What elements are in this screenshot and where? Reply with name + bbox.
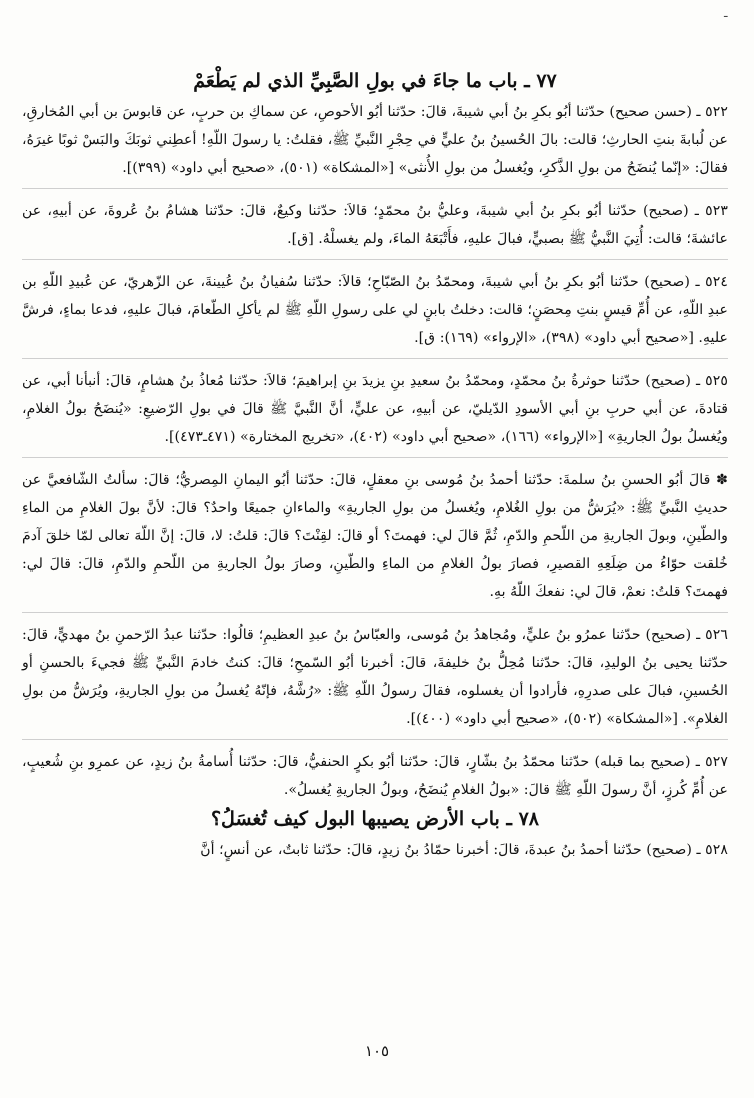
hadith-528: ٥٢٨ ـ (صحيح) حدّثنا أحمدُ بنُ عبدةَ، قالَ: أخبرنا حمّادُ بنُ زيدٍ، قالَ: حدّثنا ثابتٌ، عن أنسٍ؛ أنَّ xyxy=(200,842,728,858)
narration-abul-hasan: ✽ قالَ أبُو الحسنِ بنُ سلمةَ: حدّثنا أحمدُ بنُ مُوسى بنِ معقلٍ، قالَ: حدّثنا أبُو اليمانِ المِصريُّ؛ قالَ: سألتُ الشّافعيَّ عن حديثِ النَّبيِّ ﷺ: «يُرَشُّ من بولِ الغُلامِ، ويُغسلُ من بولِ الجاريةِ» والماءانِ جميعًا واحدٌ؟ قالَ: لأنَّ بولَ الغلامِ من الماءِ والطّينِ، وبولَ الجاريةِ من اللّحمِ والدّمِ، ثُمَّ قالَ لي: فهمتَ؟ أو قالَ: لقِنْتَ؟ قالَ: قلتُ: لا، قالَ: إنَّ اللّهَ تعالى لمّا خلقَ آدمَ خُلقت حوّاءُ من ضِلَعِهِ القصيرِ، فصارَ بولُ الغلامِ من الماءِ والطّينِ، وصارَ بولُ الجاريةِ من اللّحمِ والدّمِ، قالَ: قالَ لي: فهمتَ؟ قلتُ: نعمْ، قالَ لي: نفعكَ اللّهُ بهِ. xyxy=(22,472,728,600)
divider xyxy=(22,358,728,359)
hadith-522: ٥٢٢ ـ (حسن صحيح) حدّثنا أبُو بكرِ بنُ أبي شيبةَ، قالَ: حدّثنا أبُو الأحوصِ، عن سماكِ بن حربٍ، عن قابوسَ بن أبي المُخارقِ، عن لُبابةَ بنتِ الحارثِ؛ قالت: بالَ الحُسينُ بنُ عليٍّ في حِجْرِ النَّبيِّ ﷺ، فقلتُ: يا رسولَ اللّهِ! أعطِني ثوبَكَ والبَسْ ثوبًا غيرَهُ، فقالَ: «إنّما يُنضَحُ من بولِ الذَّكرِ، ويُغسلُ من بولِ الأُنثى» [«المشكاة» (٥٠١)، «صحيح أبي داود» (٣٩٩)]. xyxy=(22,104,728,176)
hadith-523: ٥٢٣ ـ (صحيح) حدّثنا أبُو بكرِ بنُ أبي شيبةَ، وعليُّ بنُ محمّدٍ؛ قالاَ: حدّثنا وكيعٌ، قالَ: حدّثنا هشامُ بنُ عُروةَ، عن أبيهِ، عن عائشةَ؛ قالت: أُتِيَ النَّبيُّ ﷺ بصبيٍّ، فبالَ عليهِ، فأَتْبَعَهُ الماءَ، ولم يغسلْهُ. [ق]. xyxy=(22,203,728,247)
divider xyxy=(22,457,728,458)
hadith-524: ٥٢٤ ـ (صحيح) حدّثنا أبُو بكرِ بنُ أبي شيبةَ، ومحمّدُ بنُ الصّبّاحِ؛ قالاَ: حدّثنا سُفيانُ بنُ عُيينةَ، عن الزّهريّ، عن عُبيدِ اللّهِ بن عبدِ اللّهِ، عن أُمِّ قيسٍ بنتِ مِحصَنٍ؛ قالت: دخلتُ بابنٍ لي على رسولِ اللّهِ ﷺ لم يأكلِ الطّعامَ، فبالَ عليهِ، فدعا بماءٍ، فرشَّ عليهِ. [«صحيح أبي داود» (٣٩٨)، «الإرواء» (١٦٩): ق]. xyxy=(22,274,728,346)
divider xyxy=(22,612,728,613)
book-page xyxy=(22,66,728,1076)
divider xyxy=(22,739,728,740)
chapter-heading-77: ٧٧ ـ باب ما جاءَ في بولِ الصَّبِيِّ الذي لم يَطْعَمْ xyxy=(193,70,557,92)
hadith-526: ٥٢٦ ـ (صحيح) حدّثنا عمرُو بنُ عليٍّ، ومُجاهدُ بنُ مُوسى، والعبّاسُ بنُ عبدِ العظيمِ؛ قالُوا: حدّثنا عبدُ الرّحمنِ بنُ مهديٍّ، قالَ: حدّثنا يحيى بنُ الوليدِ، قالَ: حدّثنا مُحِلُّ بنُ خليفةَ، قالَ: أخبرنا أبُو السّمحِ؛ قالَ: كنتُ خادمَ النَّبيِّ ﷺ فجيءَ بالحسنِ أو الحُسينِ، فبالَ على صدرِهِ، فأرادوا أن يغسلوه، فقالَ رسولُ اللّهِ ﷺ: «رُشَّهُ، فإنّهُ يُغسلُ من بولِ الجاريةِ، ويُرَشُّ من بولِ الغلامِ». [«المشكاة» (٥٠٢)، «صحيح أبي داود» (٤٠٠)]. xyxy=(22,627,728,727)
hadith-525: ٥٢٥ ـ (صحيح) حدّثنا حوثرةُ بنُ محمّدٍ، ومحمّدُ بنُ سعيدِ بنِ يزيدَ بنِ إبراهيمَ؛ قالاَ: حدّثنا مُعاذُ بنُ هشامٍ، قالَ: أنبأنا أبي، عن قتادةَ، عن أبي حربِ بنِ أبي الأسودِ الدّيليّ، عن أبيهِ، عن عليٍّ، أنَّ النَّبيَّ ﷺ قالَ في بولِ الرّضيعِ: «يُنضَحُ بولُ الغلامِ، ويُغسلُ بولُ الجاريةِ» [«الإرواء» (١٦٦)، «صحيح أبي داود» (٤٠٢)، «تخريج المختارة» (٤٧١ـ٤٧٣)]. xyxy=(22,373,728,445)
divider xyxy=(22,259,728,260)
chapter-heading-78: ٧٨ ـ باب الأرض يصيبها البول كيف تُغسَلُ؟ xyxy=(210,808,540,830)
corner-mark: ـ xyxy=(724,6,728,20)
page-number: ١٠٥ xyxy=(364,1042,390,1060)
divider xyxy=(22,188,728,189)
hadith-527: ٥٢٧ ـ (صحيح بما قبله) حدّثنا محمّدُ بنُ بشّارٍ، قالَ: حدّثنا أبُو بكرٍ الحنفيُّ، قالَ: حدّثنا أُسامةُ بنُ زيدٍ، عن عمرِو بنِ شُعيبٍ، عن أُمِّ كُرزٍ، أنَّ رسولَ اللّهِ ﷺ قالَ: «بولُ الغلامِ يُنضَحُ، وبولُ الجاريةِ يُغسلُ». xyxy=(22,754,728,798)
